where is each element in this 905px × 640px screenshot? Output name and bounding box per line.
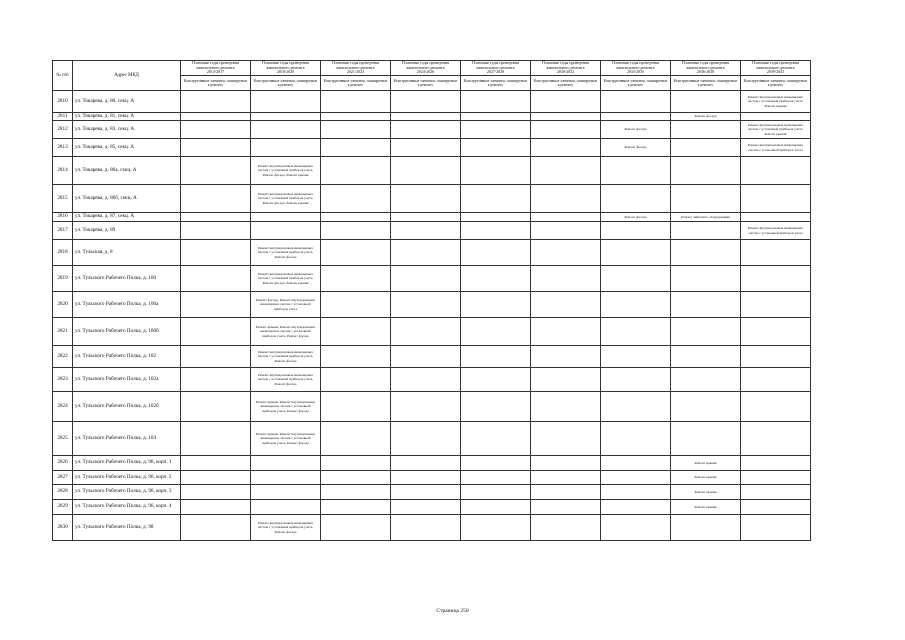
row-address: ул. Токарева, д. 89 xyxy=(73,222,181,240)
repair-cell: Ремонт лифтового оборудования xyxy=(671,213,741,222)
repair-cell xyxy=(531,318,601,346)
row-address: ул. Токарева, д. 80, секц. А xyxy=(73,91,181,113)
repair-cell xyxy=(321,456,391,471)
row-number: 2824 xyxy=(53,392,73,422)
header-row-years xyxy=(53,61,811,76)
repair-cell: Ремонт крыши, Ремонт внутридомовых инженерных систем с установкой приборов учета, Ремонт фасада xyxy=(251,422,321,456)
repair-cell xyxy=(671,318,741,346)
header-period xyxy=(181,61,251,76)
page-footer: Страница 250 xyxy=(436,608,469,614)
repair-cell xyxy=(251,113,321,121)
header-elements: Конструктивные элементы, планируемые к ремонту xyxy=(181,76,251,91)
row-address: ул. Токарева, д. 86а, секц. А xyxy=(73,157,181,185)
repair-cell: Ремонт фасада, Ремонт внутридомовых инженерных систем с установкой приборов учета xyxy=(251,292,321,318)
repair-cell xyxy=(531,266,601,292)
repair-cell xyxy=(461,368,531,392)
row-number: 2822 xyxy=(53,346,73,368)
repair-cell xyxy=(461,213,531,222)
repair-cell xyxy=(181,318,251,346)
row-address: ул. Тульского Рабочего Полка, д. 102б xyxy=(73,392,181,422)
repair-cell xyxy=(671,139,741,157)
repair-cell xyxy=(601,222,671,240)
row-address: ул. Тульского Рабочего Полка, д. 96, корп. 1 xyxy=(73,456,181,471)
row-address: ул. Тульского Рабочего Полка, д. 100а xyxy=(73,292,181,318)
repair-cell xyxy=(671,222,741,240)
header-period xyxy=(391,61,461,76)
repair-cell xyxy=(461,185,531,213)
repair-cell xyxy=(461,157,531,185)
header-elements: Конструктивные элементы, планируемые к ремонту xyxy=(601,76,671,91)
repair-cell xyxy=(531,113,601,121)
repair-cell xyxy=(671,240,741,266)
repair-cell xyxy=(321,515,391,541)
repair-cell xyxy=(531,139,601,157)
repair-cell xyxy=(671,121,741,139)
period-title: Плановые годы проведения капитального ремонта xyxy=(542,60,589,70)
repair-cell xyxy=(671,266,741,292)
row-number: 2827 xyxy=(53,471,73,485)
repair-cell xyxy=(321,213,391,222)
repair-cell xyxy=(391,456,461,471)
repair-cell xyxy=(741,485,811,500)
repair-cell xyxy=(251,222,321,240)
repair-cell xyxy=(321,485,391,500)
repair-cell xyxy=(601,392,671,422)
repair-cell xyxy=(601,422,671,456)
repair-cell xyxy=(531,456,601,471)
table-row xyxy=(53,318,811,346)
repair-cell xyxy=(531,471,601,485)
row-number: 2825 xyxy=(53,422,73,456)
repair-cell xyxy=(461,318,531,346)
repair-cell xyxy=(531,213,601,222)
repair-cell xyxy=(601,456,671,471)
repair-cell xyxy=(181,515,251,541)
period-title: Плановые годы проведения капитального ремонта xyxy=(402,60,449,70)
repair-cell xyxy=(601,471,671,485)
repair-cell xyxy=(601,91,671,113)
repair-cell xyxy=(741,213,811,222)
header-elements: Конструктивные элементы, планируемые к ремонту xyxy=(251,76,321,91)
repair-cell xyxy=(181,91,251,113)
row-address: ул. Токарева, д. 83, секц. А xyxy=(73,121,181,139)
repair-cell xyxy=(391,346,461,368)
table-row xyxy=(53,500,811,515)
repair-cell xyxy=(391,121,461,139)
header-elements: Конструктивные элементы, планируемые к ремонту xyxy=(671,76,741,91)
repair-cell xyxy=(321,500,391,515)
repair-cell xyxy=(531,515,601,541)
repair-cell xyxy=(461,392,531,422)
row-number: 2811 xyxy=(53,113,73,121)
repair-cell xyxy=(181,121,251,139)
repair-cell xyxy=(531,121,601,139)
repair-cell xyxy=(391,485,461,500)
repair-cell xyxy=(671,515,741,541)
repair-cell xyxy=(181,266,251,292)
header-period xyxy=(531,61,601,76)
period-title: Плановые годы проведения капитального ремонта xyxy=(682,60,729,70)
repair-cell: Ремонт внутридомовых инженерных систем с установкой приборов учета, Ремонт крыши xyxy=(741,91,811,113)
repair-cell xyxy=(531,222,601,240)
repair-cell xyxy=(671,392,741,422)
period-title: Плановые годы проведения капитального ремонта xyxy=(192,60,239,70)
period-title: Плановые годы проведения капитального ремонта xyxy=(472,60,519,70)
header-period xyxy=(741,61,811,76)
header-period xyxy=(671,61,741,76)
repair-cell xyxy=(181,346,251,368)
table-row xyxy=(53,240,811,266)
header-elements: Конструктивные элементы, планируемые к ремонту xyxy=(461,76,531,91)
repair-cell xyxy=(531,422,601,456)
header-period xyxy=(601,61,671,76)
repair-cell: Ремонт внутридомовых инженерных систем с установкой приборов учета, Ремонт фасада xyxy=(251,240,321,266)
table-row xyxy=(53,157,811,185)
repair-cell xyxy=(531,485,601,500)
repair-cell xyxy=(671,91,741,113)
repair-cell xyxy=(671,292,741,318)
repair-cell xyxy=(181,213,251,222)
repair-cell xyxy=(181,456,251,471)
header-period xyxy=(461,61,531,76)
table-row xyxy=(53,422,811,456)
row-address: ул. Тульского Рабочего Полка, д. 96, корп. 3 xyxy=(73,485,181,500)
repair-cell xyxy=(391,422,461,456)
header-elements: Конструктивные элементы, планируемые к ремонту xyxy=(321,76,391,91)
row-number: 2821 xyxy=(53,318,73,346)
repair-cell xyxy=(181,500,251,515)
row-address: ул. Токарева, д. 86б, секц. А xyxy=(73,185,181,213)
repair-cell xyxy=(601,292,671,318)
repair-cell xyxy=(671,422,741,456)
row-address: ул. Тульского Рабочего Полка, д. 98 xyxy=(73,515,181,541)
repair-cell xyxy=(251,500,321,515)
repair-cell xyxy=(321,157,391,185)
repair-cell xyxy=(461,266,531,292)
repair-cell xyxy=(531,500,601,515)
row-number: 2815 xyxy=(53,185,73,213)
repair-cell xyxy=(741,318,811,346)
repair-cell xyxy=(601,485,671,500)
header-address: Адрес МКД xyxy=(73,61,181,91)
row-address: ул. Тульского Рабочего Полка, д. 100б xyxy=(73,318,181,346)
repair-cell xyxy=(391,368,461,392)
row-number: 2816 xyxy=(53,213,73,222)
table-row xyxy=(53,292,811,318)
repair-cell xyxy=(741,113,811,121)
repair-cell xyxy=(531,157,601,185)
repair-cell xyxy=(461,91,531,113)
repair-cell xyxy=(671,185,741,213)
repair-cell xyxy=(531,240,601,266)
repair-cell xyxy=(741,456,811,471)
period-years: 2014-2017 xyxy=(206,69,225,75)
repair-cell xyxy=(321,392,391,422)
header-elements: Конструктивные элементы, планируемые к ремонту xyxy=(741,76,811,91)
repair-cell xyxy=(321,91,391,113)
row-number: 2826 xyxy=(53,456,73,471)
repair-cell xyxy=(321,471,391,485)
repair-cell: Ремонт крыши, Ремонт внутридомовых инженерных систем с установкой приборов учета, Ремонт фасада xyxy=(251,392,321,422)
repair-cell xyxy=(321,240,391,266)
repair-cell xyxy=(531,91,601,113)
repair-cell: Ремонт крыши, Ремонт внутридомовых инженерных систем с установкой приборов учета, Ремонт фасада xyxy=(251,318,321,346)
repair-cell xyxy=(741,392,811,422)
repair-cell xyxy=(251,121,321,139)
repair-cell xyxy=(461,222,531,240)
repair-cell: Ремонт крыши xyxy=(671,500,741,515)
repair-cell xyxy=(531,392,601,422)
repair-cell xyxy=(251,471,321,485)
header-number: № п/п xyxy=(53,61,73,91)
table-row xyxy=(53,392,811,422)
repair-cell: Ремонт фасада xyxy=(601,121,671,139)
repair-cell: Ремонт крыши xyxy=(671,485,741,500)
repair-cell xyxy=(741,471,811,485)
repair-cell xyxy=(601,368,671,392)
row-address: ул. Тульская, д. 8 xyxy=(73,240,181,266)
repair-cell xyxy=(391,240,461,266)
period-title: Плановые годы проведения капитального ремонта xyxy=(612,60,659,70)
row-number: 2813 xyxy=(53,139,73,157)
table-row xyxy=(53,185,811,213)
table-row xyxy=(53,456,811,471)
repair-cell xyxy=(391,113,461,121)
repair-cell: Ремонт внутридомовых инженерных систем с установкой приборов учета, Ремонт фасада, Ремонт крыши xyxy=(251,157,321,185)
period-years: 2018-2020 xyxy=(276,69,295,75)
repair-cell xyxy=(741,500,811,515)
repair-cell xyxy=(391,139,461,157)
repair-cell xyxy=(741,368,811,392)
repair-cell xyxy=(601,240,671,266)
repair-cell: Ремонт фасада xyxy=(601,213,671,222)
repair-cell xyxy=(251,213,321,222)
repair-cell xyxy=(391,91,461,113)
repair-cell xyxy=(531,368,601,392)
table-row xyxy=(53,515,811,541)
period-years: 2039-2041 xyxy=(766,69,785,75)
repair-cell xyxy=(181,185,251,213)
repair-cell xyxy=(461,346,531,368)
repair-cell: Ремонт внутридомовых инженерных систем с установкой приборов учета xyxy=(741,139,811,157)
table-row xyxy=(53,222,811,240)
repair-cell xyxy=(601,346,671,368)
repair-cell xyxy=(391,266,461,292)
row-number: 2830 xyxy=(53,515,73,541)
repair-cell xyxy=(391,213,461,222)
repair-cell: Ремонт внутридомовых инженерных систем с установкой приборов учета, Ремонт фасада xyxy=(251,368,321,392)
repair-cell: Ремонт внутридомовых инженерных систем с установкой приборов учета, Ремонт фасада xyxy=(251,346,321,368)
header-period xyxy=(321,61,391,76)
row-address: ул. Токарева, д. 81, секц. А xyxy=(73,113,181,121)
period-title: Плановые годы проведения капитального ремонта xyxy=(262,60,309,70)
repair-cell xyxy=(321,139,391,157)
row-number: 2818 xyxy=(53,240,73,266)
repair-cell xyxy=(321,368,391,392)
capital-repair-schedule-table xyxy=(52,60,811,541)
row-number: 2823 xyxy=(53,368,73,392)
row-number: 2828 xyxy=(53,485,73,500)
repair-cell xyxy=(671,346,741,368)
repair-cell xyxy=(601,318,671,346)
header-period xyxy=(251,61,321,76)
repair-cell xyxy=(461,515,531,541)
repair-cell xyxy=(741,515,811,541)
row-address: ул. Тульского Рабочего Полка, д. 102 xyxy=(73,346,181,368)
repair-cell xyxy=(461,292,531,318)
row-number: 2810 xyxy=(53,91,73,113)
repair-cell xyxy=(741,292,811,318)
repair-cell: Ремонт внутридомовых инженерных систем с установкой приборов учета xyxy=(741,222,811,240)
repair-cell xyxy=(461,121,531,139)
repair-cell xyxy=(391,222,461,240)
repair-cell xyxy=(531,185,601,213)
period-years: 2036-2038 xyxy=(696,69,715,75)
repair-cell xyxy=(181,392,251,422)
repair-cell xyxy=(251,91,321,113)
row-address: ул. Токарева, д. 85, секц. А xyxy=(73,139,181,157)
repair-cell xyxy=(391,157,461,185)
period-years: 2021-2023 xyxy=(346,69,365,75)
repair-cell xyxy=(251,456,321,471)
repair-cell xyxy=(531,292,601,318)
repair-cell: Ремонт внутридомовых инженерных систем с установкой приборов учета, Ремонт фасада, Ремонт крыши xyxy=(251,185,321,213)
row-number: 2829 xyxy=(53,500,73,515)
row-address: ул. Тульского Рабочего Полка, д. 102а xyxy=(73,368,181,392)
repair-cell xyxy=(671,368,741,392)
repair-cell xyxy=(531,346,601,368)
repair-cell xyxy=(321,266,391,292)
repair-cell xyxy=(181,368,251,392)
period-title: Плановые годы проведения капитального ремонта xyxy=(752,60,799,70)
repair-cell xyxy=(321,422,391,456)
period-years: 2024-2026 xyxy=(416,69,435,75)
repair-cell xyxy=(181,157,251,185)
repair-cell xyxy=(461,139,531,157)
row-number: 2819 xyxy=(53,266,73,292)
repair-cell: Ремонт крыши xyxy=(671,456,741,471)
table-row xyxy=(53,213,811,222)
header-elements: Конструктивные элементы, планируемые к ремонту xyxy=(531,76,601,91)
header-elements: Конструктивные элементы, планируемые к ремонту xyxy=(391,76,461,91)
row-number: 2812 xyxy=(53,121,73,139)
repair-cell xyxy=(461,422,531,456)
table-row xyxy=(53,471,811,485)
repair-cell xyxy=(391,392,461,422)
row-address: ул. Тульского Рабочего Полка, д. 104 xyxy=(73,422,181,456)
repair-cell xyxy=(461,113,531,121)
repair-cell xyxy=(251,139,321,157)
repair-cell: Ремонт фасада xyxy=(671,113,741,121)
repair-cell: Ремонт внутридомовых инженерных систем с установкой приборов учета, Ремонт фасада, Ремонт крыши xyxy=(251,266,321,292)
repair-cell xyxy=(391,500,461,515)
repair-cell xyxy=(181,485,251,500)
repair-cell xyxy=(461,500,531,515)
row-address: ул. Токарева, д. 87, секц. А xyxy=(73,213,181,222)
repair-cell xyxy=(601,500,671,515)
period-years: 2033-2035 xyxy=(626,69,645,75)
row-address: ул. Тульского Рабочего Полка, д. 100 xyxy=(73,266,181,292)
repair-cell xyxy=(601,113,671,121)
repair-cell xyxy=(461,240,531,266)
period-years: 2027-2029 xyxy=(486,69,505,75)
table-row xyxy=(53,113,811,121)
repair-cell xyxy=(321,113,391,121)
repair-cell xyxy=(601,515,671,541)
repair-cell xyxy=(391,292,461,318)
repair-cell xyxy=(321,121,391,139)
repair-cell xyxy=(601,157,671,185)
table-row xyxy=(53,346,811,368)
repair-cell xyxy=(391,318,461,346)
repair-cell xyxy=(181,471,251,485)
repair-cell xyxy=(321,292,391,318)
repair-cell: Ремонт внутридомовых инженерных систем с установкой приборов учета, Ремонт крыши xyxy=(741,121,811,139)
table-row xyxy=(53,266,811,292)
repair-cell xyxy=(741,240,811,266)
table-row xyxy=(53,485,811,500)
row-address: ул. Тульского Рабочего Полка, д. 96, корп. 4 xyxy=(73,500,181,515)
table-row xyxy=(53,121,811,139)
repair-cell xyxy=(321,318,391,346)
repair-cell xyxy=(741,266,811,292)
repair-cell xyxy=(181,113,251,121)
repair-cell xyxy=(181,139,251,157)
repair-cell: Ремонт фасада xyxy=(601,139,671,157)
row-number: 2814 xyxy=(53,157,73,185)
row-address: ул. Тульского Рабочего Полка, д. 96, корп. 2 xyxy=(73,471,181,485)
table-row xyxy=(53,91,811,113)
repair-cell xyxy=(741,185,811,213)
repair-cell xyxy=(601,266,671,292)
repair-cell xyxy=(251,485,321,500)
repair-cell xyxy=(391,185,461,213)
table-body xyxy=(53,91,811,541)
repair-cell xyxy=(181,240,251,266)
row-number: 2820 xyxy=(53,292,73,318)
period-title: Плановые годы проведения капитального ремонта xyxy=(332,60,379,70)
repair-cell xyxy=(181,292,251,318)
repair-cell xyxy=(601,185,671,213)
repair-cell xyxy=(391,471,461,485)
repair-cell xyxy=(181,222,251,240)
repair-cell xyxy=(461,471,531,485)
table-row xyxy=(53,139,811,157)
row-number: 2817 xyxy=(53,222,73,240)
repair-cell xyxy=(321,222,391,240)
repair-cell xyxy=(321,185,391,213)
repair-cell xyxy=(391,515,461,541)
repair-cell xyxy=(181,422,251,456)
repair-cell xyxy=(741,157,811,185)
repair-cell: Ремонт внутридомовых инженерных систем с установкой приборов учета, Ремонт фасада xyxy=(251,515,321,541)
repair-cell xyxy=(461,456,531,471)
table-row xyxy=(53,368,811,392)
repair-cell xyxy=(741,422,811,456)
repair-cell xyxy=(461,485,531,500)
repair-cell: Ремонт крыши xyxy=(671,471,741,485)
repair-cell xyxy=(321,346,391,368)
repair-cell xyxy=(671,157,741,185)
repair-cell xyxy=(741,346,811,368)
period-years: 2030-2032 xyxy=(556,69,575,75)
